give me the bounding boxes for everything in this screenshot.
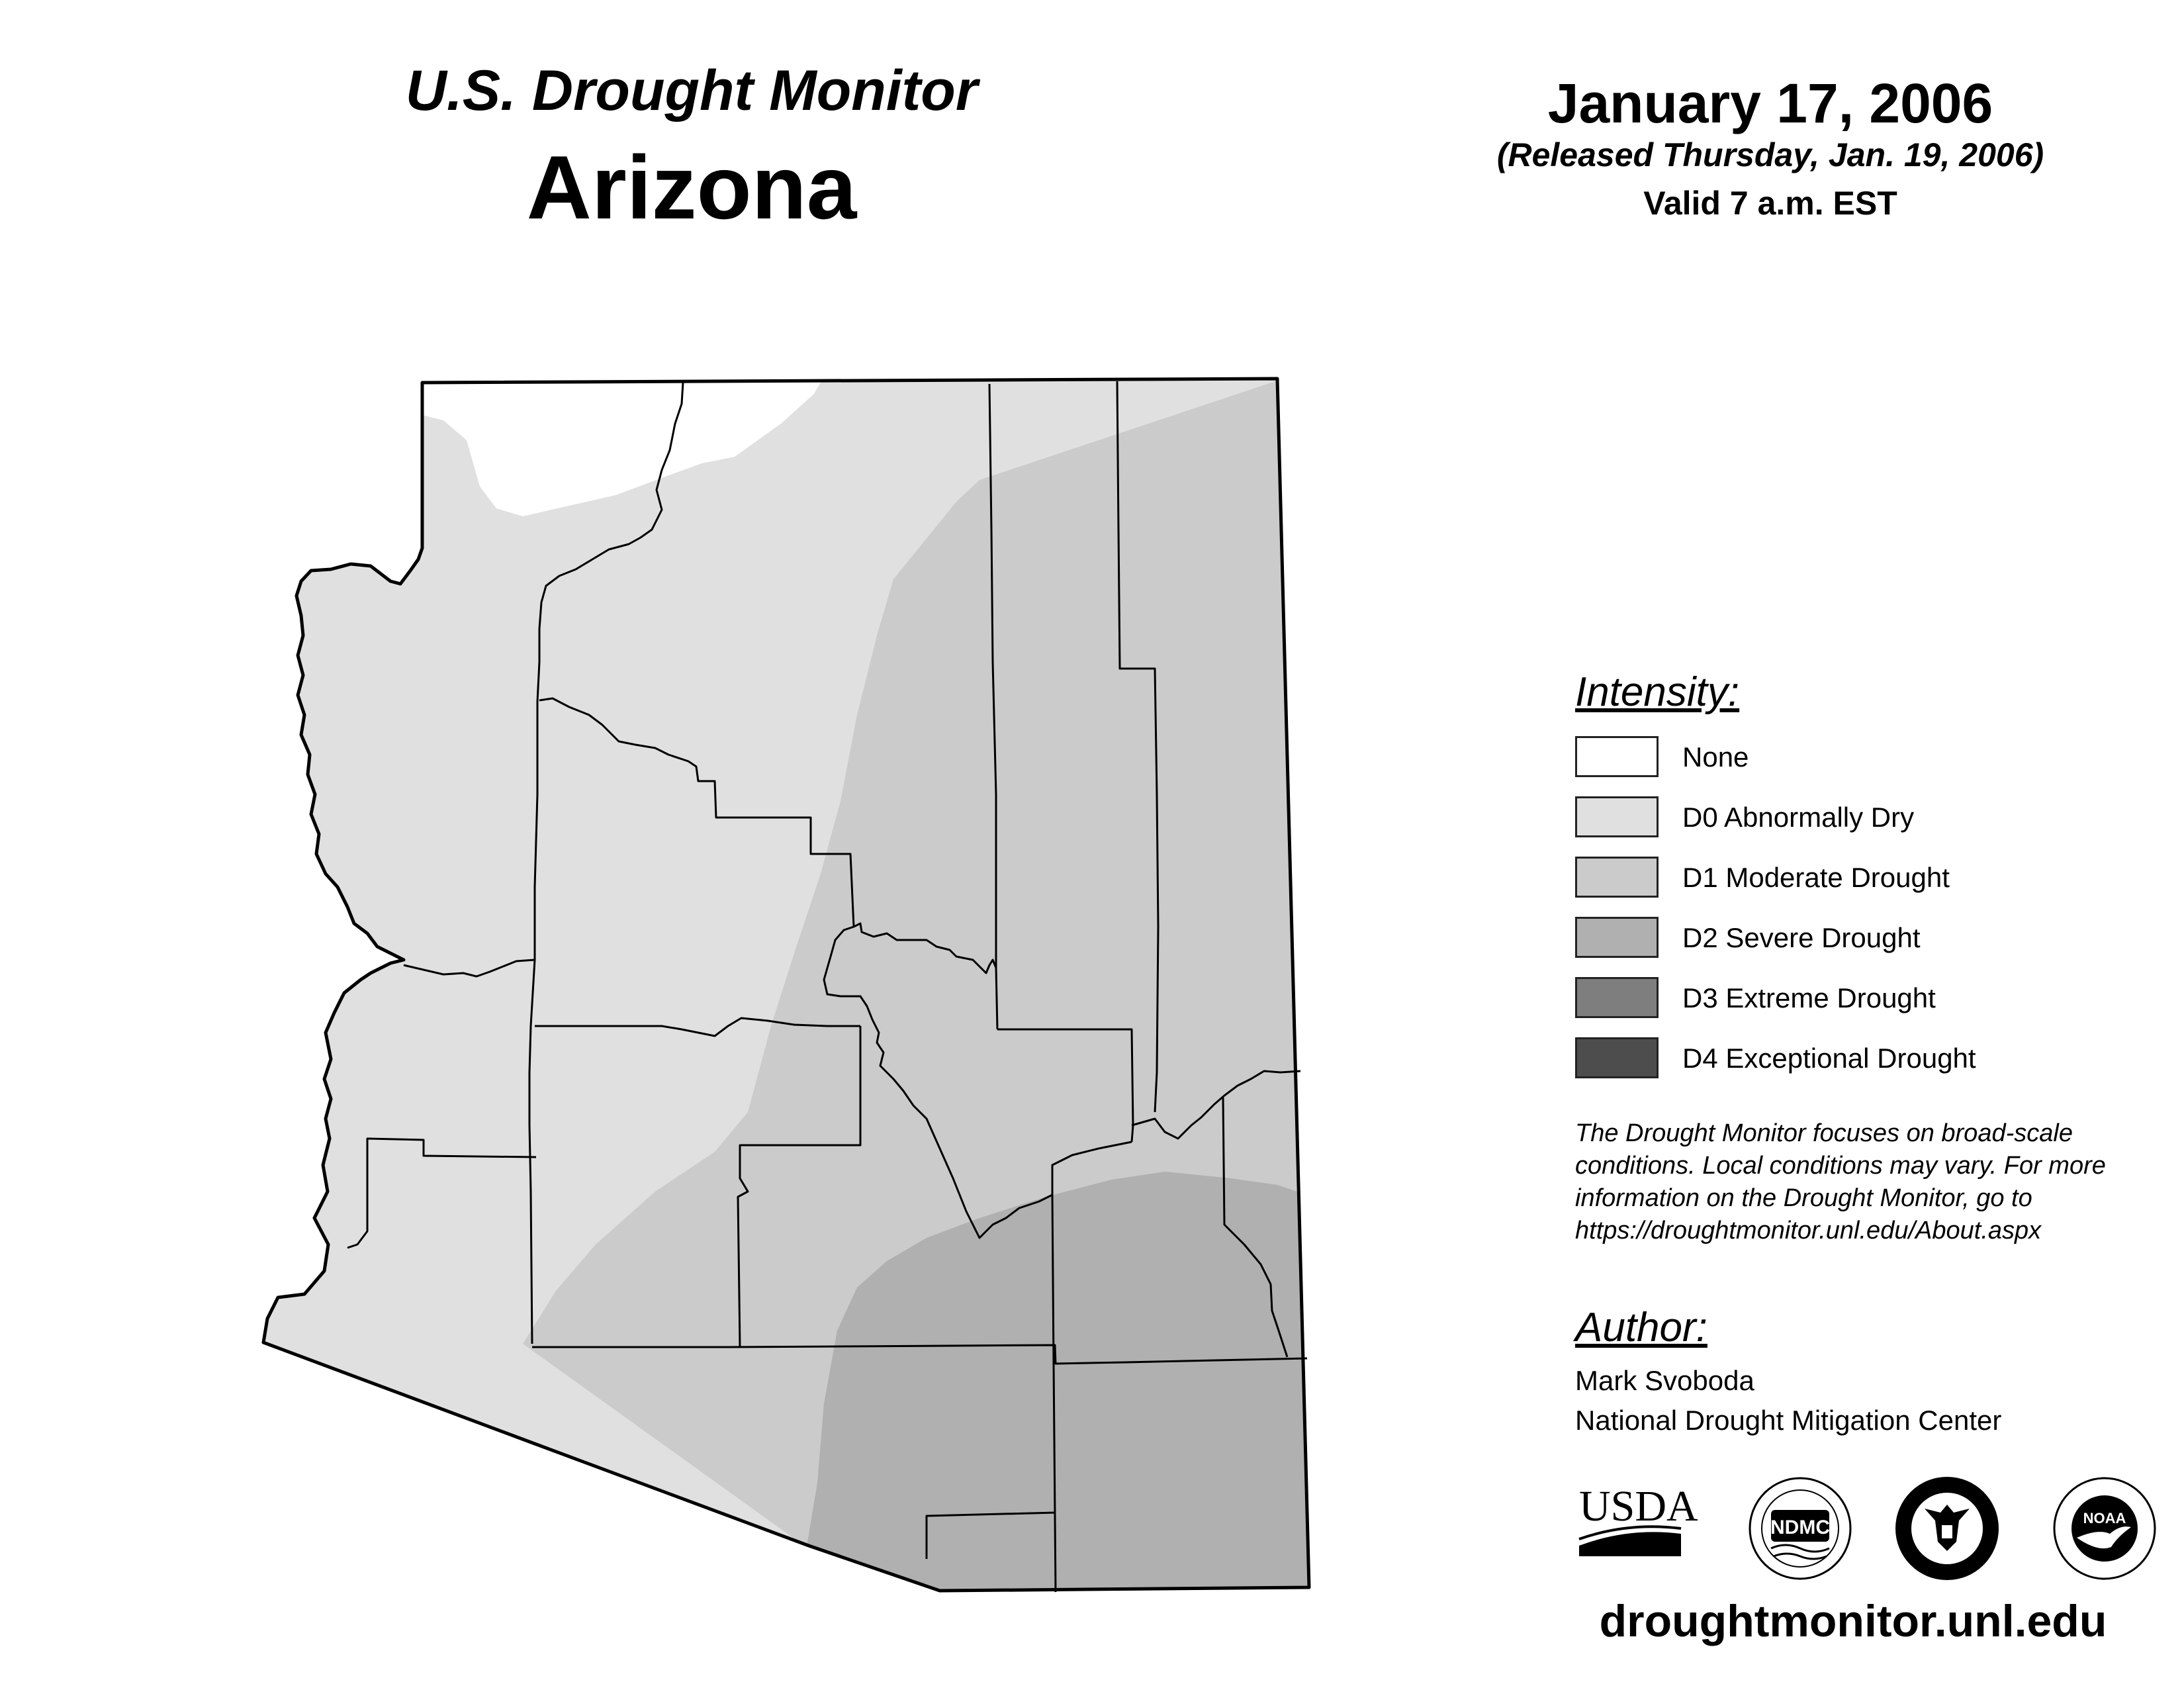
legend-item-d3: [1575, 977, 2105, 1021]
author-heading: Author:: [1575, 1305, 1707, 1350]
legend-swatch: [1575, 796, 1659, 837]
noaa-logo: [2054, 1478, 2155, 1579]
drought-areas: [251, 371, 1324, 1602]
legend-swatch: [1575, 736, 1659, 777]
legend-label: None: [1682, 741, 1749, 773]
legend-item-d1: [1575, 857, 2105, 900]
legend-label: D0 Abnormally Dry: [1682, 802, 1915, 833]
legend-label: D1 Moderate Drought: [1682, 862, 1950, 893]
partner-logos: [1575, 1473, 2158, 1585]
legend-label: D4 Exceptional Drought: [1682, 1043, 1976, 1074]
commerce-seal-shield: [1941, 1524, 1953, 1539]
legend-label: D3 Extreme Drought: [1682, 982, 1936, 1013]
legend-swatch: [1575, 1037, 1659, 1078]
usda-logo: [1579, 1482, 1698, 1556]
map-date: January 17, 2006: [1547, 72, 1993, 134]
legend-swatch: [1575, 857, 1659, 898]
legend-item-none: [1575, 736, 2105, 780]
disclaimer-note: The Drought Monitor focuses on broad-scale conditions. Local conditions may vary. For more information on the Drought Monitor, go to https://droughtmonitor.unl.edu/About.aspx: [1575, 1119, 2106, 1244]
legend-label: D2 Severe Drought: [1682, 922, 1921, 953]
legend-swatch: [1575, 977, 1659, 1018]
commerce-seal: [1895, 1477, 1999, 1580]
ndmc-logo-text: NDMC: [1770, 1517, 1830, 1538]
valid-time: Valid 7 a.m. EST: [1643, 185, 1897, 222]
usda-logo-text: USDA: [1579, 1482, 1698, 1530]
legend-item-d0: [1575, 796, 2105, 840]
legend-item-d2: [1575, 917, 2105, 961]
author-name: Mark Svoboda: [1575, 1365, 1754, 1396]
map-title: Arizona: [526, 137, 857, 238]
legend-swatch: [1575, 917, 1659, 958]
legend-item-d4: [1575, 1037, 2105, 1081]
legend-title: Intensity:: [1575, 669, 1740, 715]
noaa-logo-text: NOAA: [2083, 1510, 2126, 1526]
website-url[interactable]: droughtmonitor.unl.edu: [1599, 1596, 2107, 1646]
release-date: (Released Thursday, Jan. 19, 2006): [1496, 136, 2044, 173]
author-organization: National Drought Mitigation Center: [1575, 1405, 2002, 1436]
ndmc-logo: [1750, 1478, 1850, 1579]
map-subtitle: U.S. Drought Monitor: [405, 59, 978, 122]
